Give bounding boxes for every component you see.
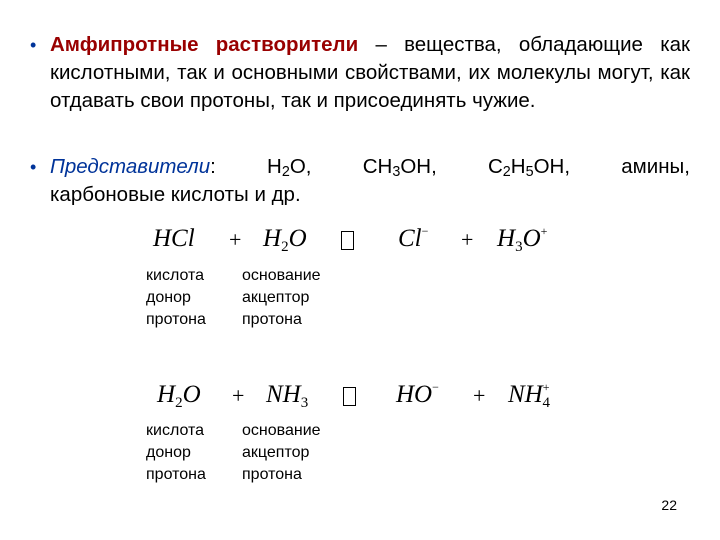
label-acid-donor <box>146 420 206 486</box>
f-charge: + <box>542 380 550 394</box>
representatives-text <box>50 153 690 209</box>
equilibrium-arrow-icon <box>341 231 354 250</box>
f-sub: 2 <box>281 164 290 181</box>
f-part: CH <box>362 155 393 178</box>
formula-ammonium <box>508 380 550 413</box>
label-line: кислота <box>146 422 205 439</box>
formula-hcl: HCl <box>153 225 195 252</box>
f-part: O <box>288 225 307 252</box>
bullet-representatives <box>30 153 690 209</box>
label-acid-donor <box>146 265 206 331</box>
representatives-label: Представители <box>50 155 211 178</box>
formula-ammonia <box>266 380 308 413</box>
label-base-acceptor <box>242 420 321 486</box>
plus-sign: + <box>232 383 245 408</box>
f-charge: − <box>432 380 439 394</box>
f-part: H <box>267 155 282 178</box>
formula-hydroxide <box>396 380 439 413</box>
formula-water <box>157 380 201 413</box>
f-part: H <box>157 381 176 408</box>
representatives-line-2: карбоновые кислоты и др. <box>50 183 301 206</box>
equilibrium-arrow-icon <box>343 387 356 406</box>
f-part: C <box>487 155 503 178</box>
label-line: протона <box>146 311 206 328</box>
f-part: NH <box>266 381 301 408</box>
label-line: протона <box>242 311 302 328</box>
f-part: H <box>510 155 526 178</box>
label-line: протона <box>146 466 206 483</box>
formula-hydronium <box>497 224 547 257</box>
term-amphiprotic: Амфипротные растворители <box>50 33 359 56</box>
label-line: протона <box>242 466 302 483</box>
f-sub: 2 <box>502 164 511 181</box>
f-part: H <box>497 225 516 252</box>
amines-text: амины, <box>621 155 690 178</box>
bullet-amphiprotic-definition <box>30 31 690 115</box>
bullet-marker: • <box>30 35 37 55</box>
definition-text <box>50 31 690 115</box>
representatives-line-1 <box>50 153 690 181</box>
formula-ethanol <box>488 153 570 181</box>
bullet-marker: • <box>30 157 37 177</box>
f-part: O <box>522 225 541 252</box>
f-part: OH, <box>400 155 437 178</box>
label-line: донор <box>146 289 191 306</box>
f-part: H <box>263 225 282 252</box>
label-line: основание <box>242 267 321 284</box>
f-sub: 3 <box>515 239 523 255</box>
formula-water <box>263 224 307 257</box>
formula-methanol <box>363 153 437 181</box>
label-line: акцептор <box>242 289 310 306</box>
label-line: кислота <box>146 267 205 284</box>
label-line: основание <box>242 422 321 439</box>
f-part: O <box>182 381 201 408</box>
plus-sign: + <box>461 227 474 252</box>
formula-chloride <box>398 224 428 257</box>
f-part: HO <box>396 381 433 408</box>
f-sub: 5 <box>525 164 534 181</box>
f-sub: 3 <box>392 164 401 181</box>
equation-water-ammonia <box>0 380 720 412</box>
representatives-label-wrap <box>50 153 216 181</box>
f-charge: − <box>421 224 429 238</box>
f-sub: 2 <box>175 395 183 411</box>
equation-hcl-water <box>0 224 720 256</box>
label-base-acceptor <box>242 265 321 331</box>
colon: : <box>210 155 216 178</box>
f-part: NH <box>508 381 543 408</box>
plus-sign: + <box>473 383 486 408</box>
plus-sign: + <box>229 227 242 252</box>
f-part: OH, <box>533 155 571 178</box>
f-sub: 3 <box>300 395 309 411</box>
f-part: Cl <box>398 225 422 252</box>
f-charge: + <box>540 224 548 238</box>
f-sub: 4 <box>542 395 551 411</box>
formula-water <box>267 153 311 181</box>
definition-rest: – вещества, обладающие как кислотными, так и основными свойствами, их молекулы могут, как отдавать свои протоны, так и присоединять чужие. <box>50 33 690 112</box>
f-part: O, <box>289 155 312 178</box>
label-line: акцептор <box>242 444 310 461</box>
slide-number: 22 <box>661 497 677 513</box>
f-sub: 2 <box>281 239 289 255</box>
label-line: донор <box>146 444 191 461</box>
